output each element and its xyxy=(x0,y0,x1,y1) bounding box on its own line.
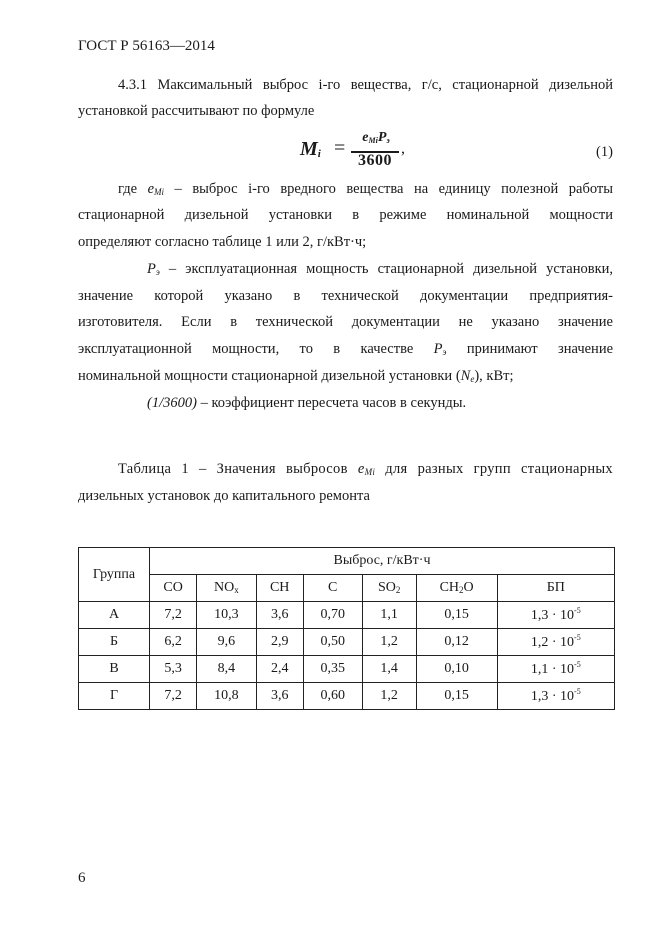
table-cell: 1,4 xyxy=(362,656,416,683)
table-caption-line-1: Таблица 1 – Значения выбросов $e_{Mi}$ для разных групп стационарных xyxy=(118,461,613,477)
table-row xyxy=(79,656,615,683)
row-group: Б xyxy=(79,629,150,656)
def-pe-line-1: $P_э$ – эксплуатационная мощность стационарной дизельной установки, xyxy=(147,261,613,277)
formula-lhs: $M_i$ xyxy=(300,138,321,160)
table-cell: 3,6 xyxy=(256,602,303,629)
table-cell: 3,6 xyxy=(256,683,303,710)
def-pe-line-3: изготовителя. Если в технической документации не указано значение xyxy=(78,314,613,330)
table-cell: $1,2 \cdot 10^{-5}$ xyxy=(497,629,614,656)
table-cell: 10,8 xyxy=(197,683,256,710)
table-cell: 0,60 xyxy=(303,683,362,710)
table-cell: 7,2 xyxy=(150,602,197,629)
formula-comma: , xyxy=(401,140,405,157)
formula-denominator: 3600 xyxy=(358,152,392,169)
table-row xyxy=(79,683,615,710)
table-cell: 0,35 xyxy=(303,656,362,683)
row-group: В xyxy=(79,656,150,683)
table-cell: 1,1 xyxy=(362,602,416,629)
table-cell: 0,12 xyxy=(416,629,497,656)
table-cell: 1,2 xyxy=(362,629,416,656)
table-cell: 10,3 xyxy=(197,602,256,629)
page-number: 6 xyxy=(78,870,86,886)
formula-equals: = xyxy=(334,137,346,159)
def-pe-line-5: номинальной мощности стационарной дизельной установки $(N_e)$, кВт; xyxy=(78,368,514,384)
table-cell: $1,1 \cdot 10^{-5}$ xyxy=(497,656,614,683)
table-cell: $1,3 \cdot 10^{-5}$ xyxy=(497,602,614,629)
table-cell: 0,15 xyxy=(416,602,497,629)
document-header: ГОСТ Р 56163—2014 xyxy=(78,38,215,54)
table-cell: 8,4 xyxy=(197,656,256,683)
section-line-1: 4.3.1 Максимальный выброс i-го вещества, г/с, стационарной дизельной xyxy=(118,77,613,93)
table-cell: 0,70 xyxy=(303,602,362,629)
header-emission: Выброс, г/кВт·ч xyxy=(150,548,615,575)
def-emi-line-2: стационарной дизельной установки в режиме номинальной мощности xyxy=(78,207,613,223)
table-cell: 5,3 xyxy=(150,656,197,683)
formula xyxy=(300,130,440,174)
formula-numerator: $e_{Mi}P_э$ xyxy=(362,130,390,145)
table-header-row xyxy=(79,548,615,575)
col-bp: БП xyxy=(497,575,614,602)
table-cell: 0,15 xyxy=(416,683,497,710)
table-subheader-row xyxy=(79,575,615,602)
row-group: Г xyxy=(79,683,150,710)
col-ch: CH xyxy=(256,575,303,602)
table-cell: 1,2 xyxy=(362,683,416,710)
def-k3600: (1/3600) – коэффициент пересчета часов в секунды. xyxy=(147,395,467,411)
emissions-table xyxy=(78,547,615,710)
table-cell: 2,9 xyxy=(256,629,303,656)
table-cell: 6,2 xyxy=(150,629,197,656)
table-cell: 0,50 xyxy=(303,629,362,656)
table-cell: 2,4 xyxy=(256,656,303,683)
col-nox: $NO_x$ xyxy=(197,575,256,602)
row-group: А xyxy=(79,602,150,629)
def-pe-line-4: эксплуатационной мощности, то в качестве $P_э$ принимают значение xyxy=(78,341,614,357)
col-co: CO xyxy=(150,575,197,602)
table-cell: 0,10 xyxy=(416,656,497,683)
table-caption-line-2: дизельных установок до капитального ремонта xyxy=(78,488,370,504)
def-emi-line-3: определяют согласно таблице 1 или 2, г/кВт·ч; xyxy=(78,234,367,250)
equation-number: (1) xyxy=(596,144,613,160)
table-cell: $1,3 \cdot 10^{-5}$ xyxy=(497,683,614,710)
def-emi-line-1: где $e_{Mi}$ – выброс i-го вредного вещества на единицу полезной работы xyxy=(118,181,614,197)
table-row xyxy=(79,629,615,656)
section-line-2: установкой рассчитывают по формуле xyxy=(78,103,315,119)
col-ch2o: $CH_2O$ xyxy=(416,575,497,602)
table-cell: 9,6 xyxy=(197,629,256,656)
def-pe-line-2: значение которой указано в технической документации предприятия- xyxy=(78,288,613,304)
col-c: C xyxy=(303,575,362,602)
table-cell: 7,2 xyxy=(150,683,197,710)
header-group: Группа xyxy=(79,548,150,602)
col-so2: $SO_2$ xyxy=(362,575,416,602)
table-row xyxy=(79,602,615,629)
